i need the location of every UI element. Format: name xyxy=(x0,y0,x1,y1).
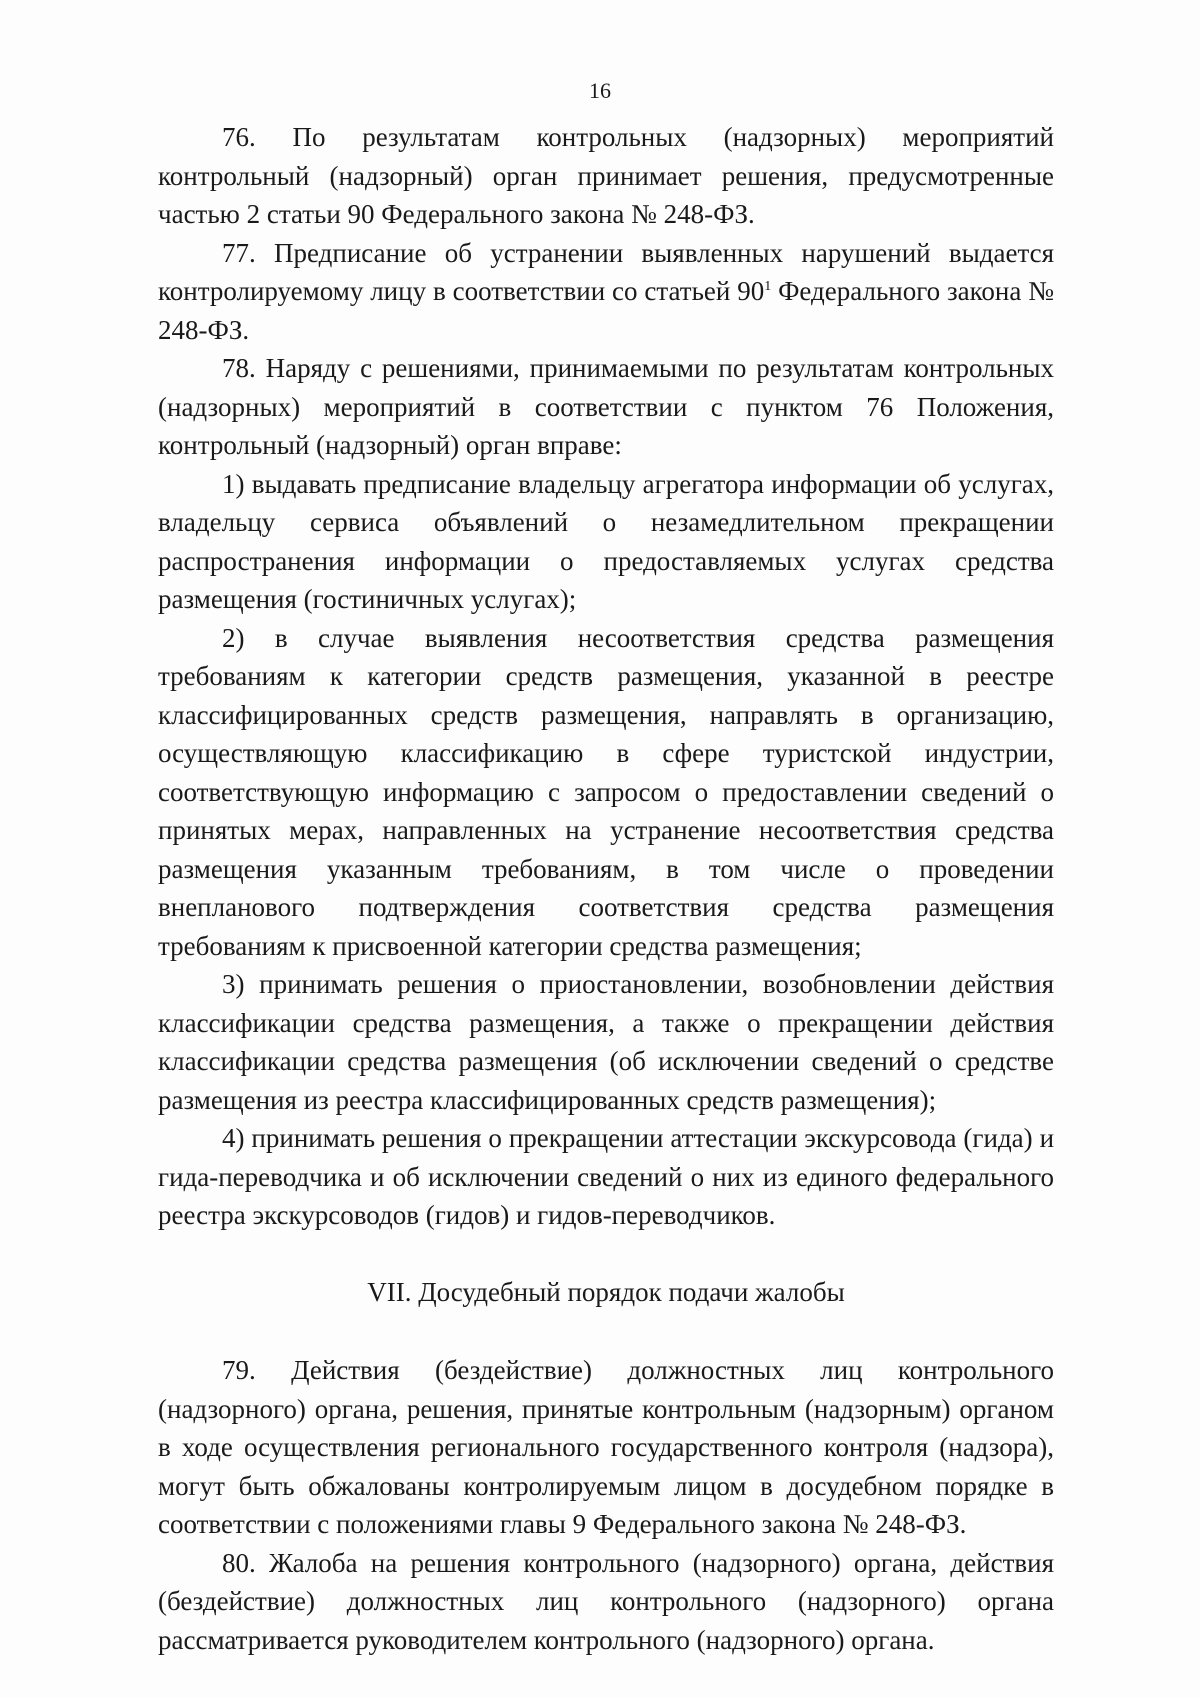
paragraph-text: Жалоба на решения контрольного (надзорного) органа, действия (бездействие) должностных лиц контрольного (надзорного) органа рассматривается руководителем контрольного (надзорного) органа. xyxy=(158,1547,1054,1655)
paragraph-text: По результатам контрольных (надзорных) мероприятий контрольный (надзорный) орган принимает решения, предусмотренные частью 2 статьи 90 Федерального закона № 248-ФЗ. xyxy=(158,122,1055,229)
list-item-4 xyxy=(158,1119,1054,1235)
paragraph-text: Действия (бездействие) должностных лиц контрольного (надзорного) органа, решения, принятые контрольным (надзорным) органом в ходе осуществления регионального государственного контроля (надзора), могут быть обжалованы контролируемым лицом в досудебном порядке в соответствии с положениями главы 9 Федерального закона № 248-ФЗ. xyxy=(158,1355,1054,1539)
paragraph-77 xyxy=(158,234,1054,350)
paragraph-79 xyxy=(158,1351,1054,1544)
paragraph-text-continued: Федерального закона № 248-ФЗ. xyxy=(158,276,1054,345)
paragraph-number: 77. xyxy=(222,237,256,268)
paragraph-text: Наряду с решениями, принимаемыми по результатам контрольных (надзорных) мероприятий в соответствии с пунктом 76 Положения, контрольный (надзорный) орган вправе: xyxy=(158,353,1055,460)
list-item-text: выдавать предписание владельцу агрегатора информации об услугах, владельцу сервиса объявлений о незамедлительном прекращении распространения информации о предоставляемых услугах средства размещения (гостиничных услугах); xyxy=(158,468,1054,614)
list-item-text: в случае выявления несоответствия средства размещения требованиям к категории средств размещения, указанной в реестре классифицированных средств размещения, направлять в организацию, осуществляющую классификацию в сфере туристской индустрии, соответствующую информацию с запросом о предоставлении сведений о принятых мерах, направленных на устранение несоответствия средства размещения указанным требованиям, в том числе о проведении внепланового подтверждения соответствия средства размещения требованиям к присвоенной категории средства размещения; xyxy=(158,622,1054,961)
paragraph-number: 78. xyxy=(222,353,256,383)
paragraph-number: 76. xyxy=(222,122,256,152)
list-item-text: принимать решения о приостановлении, возобновлении действия классификации средства размещения, а также о прекращении действия классификации средства размещения (об исключении сведений о средстве размещения из реестра классифицированных средств размещения); xyxy=(158,969,1054,1115)
superscript: 1 xyxy=(764,279,772,294)
paragraph-76 xyxy=(158,118,1054,234)
list-item-3 xyxy=(158,965,1054,1119)
list-item-number: 4) xyxy=(222,1123,245,1153)
list-item-text: принимать решения о прекращении аттестации экскурсовода (гида) и гида-переводчика и об исключении сведений о них из единого федерального реестра экскурсоводов (гидов) и гидов-переводчиков. xyxy=(158,1123,1055,1230)
paragraph-80 xyxy=(158,1544,1054,1660)
page-number: 16 xyxy=(589,78,611,103)
paragraph-78 xyxy=(158,349,1054,465)
list-item-number: 2) xyxy=(222,622,245,653)
paragraph-number: 79. xyxy=(222,1355,256,1385)
list-item-number: 1) xyxy=(222,468,245,499)
paragraph-number: 80. xyxy=(222,1547,256,1578)
list-item-1 xyxy=(158,465,1054,619)
paragraph-text: Предписание об устранении выявленных нарушений выдается контролируемому лицу в соответствии со статьей 90 xyxy=(158,237,1054,306)
list-item-2 xyxy=(158,619,1054,966)
list-item-number: 3) xyxy=(222,969,245,999)
document-body xyxy=(158,118,1054,1659)
section-heading: VII. Досудебный порядок подачи жалобы xyxy=(367,1276,845,1307)
